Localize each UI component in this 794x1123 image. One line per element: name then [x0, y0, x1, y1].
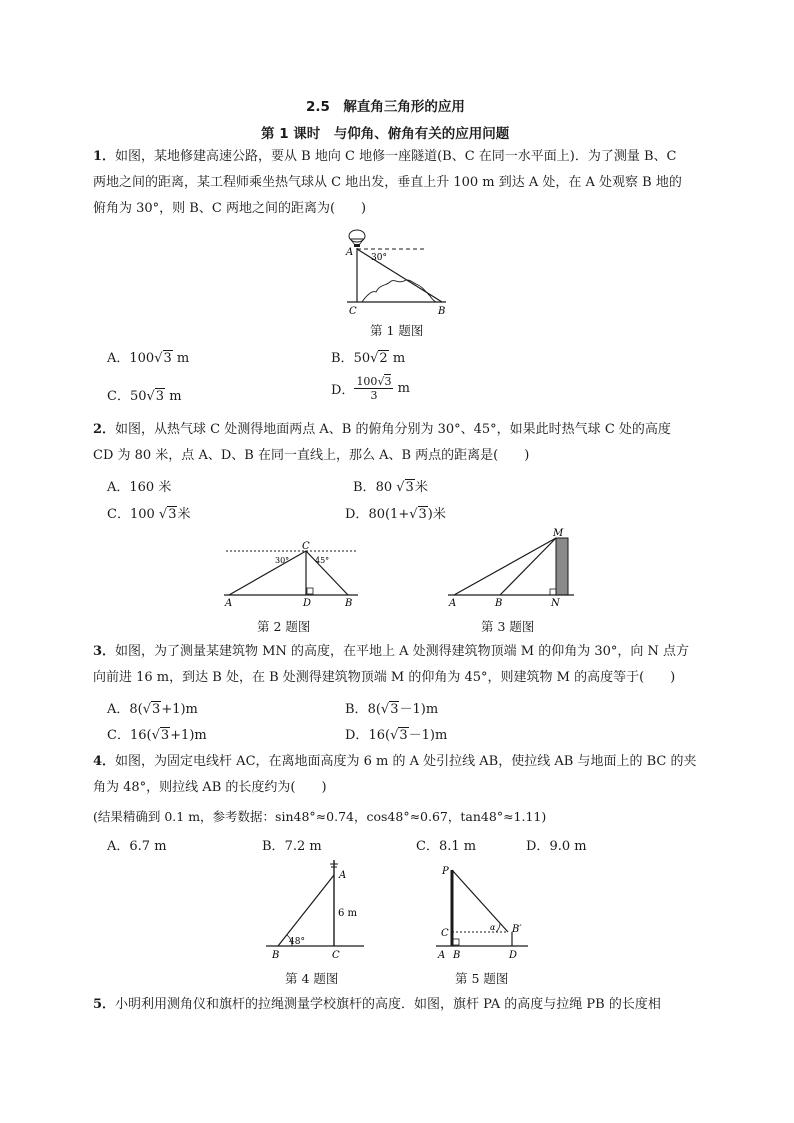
question-3-number: 3．	[93, 644, 116, 659]
rope-pb	[452, 870, 508, 932]
segment-ab	[357, 249, 442, 302]
question-3-line-1: 3．如图，为了测量某建筑物 MN 的高度，在平地上 A 处测得建筑物顶端 M 的仰角为 30°，向 N 点方	[93, 644, 690, 659]
figure-1-caption: 第 1 题图	[370, 323, 424, 338]
question-1-figure	[338, 226, 450, 318]
question-3-option-a[interactable]: A．8(√3+1)m	[107, 702, 198, 717]
question-1-line-1: 1．如图，某地修建高速公路，要从 B 地向 C 地修一座隧道(B、C 在同一水平面上)．为了测量 B、C	[93, 149, 677, 164]
question-2-number: 2．	[93, 422, 116, 437]
question-4-option-d[interactable]: D．9.0 m	[526, 839, 587, 854]
question-4-number: 4．	[93, 754, 116, 769]
question-2-option-d[interactable]: D．80(1+√3)米	[345, 507, 446, 522]
question-5-line-1: 5．小明利用测角仪和旗杆的拉绳测量学校旗杆的高度．如图，旗杆 PA 的高度与拉绳 PB 的长度相	[93, 997, 661, 1012]
question-3-option-c[interactable]: C．16(√3+1)m	[107, 728, 207, 743]
svg-text:α: α	[490, 923, 496, 932]
svg-text:A: A	[225, 598, 233, 609]
section-title: 2.5 解直角三角形的应用	[306, 99, 465, 115]
question-3-line-2: 向前进 16 m，到达 B 处，在 B 处测得建筑物顶端 M 的仰角为 45°，则建筑物 M 的高度等于( )	[93, 670, 676, 685]
question-5-figure	[432, 862, 530, 962]
svg-text:B: B	[345, 598, 353, 609]
svg-text:A: A	[449, 598, 457, 609]
svg-text:N: N	[551, 598, 560, 609]
figure-3-caption: 第 3 题图	[481, 619, 535, 634]
mountain-outline	[362, 280, 436, 302]
question-1-option-b[interactable]: B．50√2 m	[331, 351, 406, 366]
svg-text:B: B	[495, 598, 503, 609]
svg-text:6 m: 6 m	[338, 908, 358, 919]
svg-text:30°: 30°	[275, 556, 290, 565]
question-2-figure	[218, 540, 366, 610]
svg-text:B′: B′	[512, 924, 522, 935]
question-4-option-a[interactable]: A．6.7 m	[107, 839, 167, 854]
question-2-option-a[interactable]: A．160 米	[107, 480, 172, 495]
question-1-line-2: 两地之间的距离，某工程师乘坐热气球从 C 地出发，垂直上升 100 m 到达 A 处，在 A 处观察 B 地的	[93, 175, 682, 190]
question-4-figure	[262, 858, 368, 962]
svg-text:B: B	[453, 950, 461, 961]
figure-2-caption: 第 2 题图	[257, 619, 311, 634]
question-4-line-2: 角为 48°，则拉线 AB 的长度约为( )	[93, 780, 327, 795]
wire-ab	[278, 875, 334, 946]
svg-text:A: A	[339, 870, 347, 881]
label-b: B	[438, 306, 446, 317]
segment-ma	[454, 538, 556, 595]
question-4-option-b[interactable]: B．7.2 m	[262, 839, 322, 854]
segment-ca	[229, 551, 306, 595]
question-1-option-c[interactable]: C．50√3 m	[107, 389, 182, 404]
svg-text:B: B	[272, 950, 280, 961]
svg-text:C: C	[441, 928, 449, 939]
question-1-option-a[interactable]: A．100√3 m	[107, 351, 190, 366]
svg-text:A: A	[438, 950, 446, 961]
figure-5-caption: 第 5 题图	[455, 971, 509, 986]
question-4-line-1: 4．如图，为固定电线杆 AC，在离地面高度为 6 m 的 A 处引拉线 AB，使拉线 AB 与地面上的 BC 的夹	[93, 754, 697, 769]
question-3-figure	[442, 528, 576, 610]
svg-text:P: P	[442, 866, 449, 877]
segment-mb	[500, 538, 556, 595]
svg-text:C: C	[332, 950, 340, 961]
question-2-option-c[interactable]: C．100 √3米	[107, 507, 191, 522]
right-angle-mark	[307, 588, 313, 594]
label-a: A	[346, 247, 354, 258]
question-1-line-3: 俯角为 30°，则 B、C 两地之间的距离为( )	[93, 201, 367, 216]
question-4-option-c[interactable]: C．8.1 m	[416, 839, 477, 854]
question-1-option-d[interactable]: D． $\frac{100√3}{3}$ m	[331, 375, 410, 402]
angle-label: 30°	[371, 253, 387, 263]
question-2-line-2: CD 为 80 米，点 A、D、B 在同一直线上，那么 A、B 两点的距离是( )	[93, 448, 530, 463]
question-3-option-d[interactable]: D．16(√3－1)m	[345, 728, 448, 743]
svg-text:D: D	[509, 950, 518, 961]
question-4-note: (结果精确到 0.1 m，参考数据：sin48°≈0.74，cos48°≈0.67，tan48°≈1.11)	[93, 809, 547, 824]
svg-text:C: C	[302, 541, 310, 552]
figure-4-caption: 第 4 题图	[285, 971, 339, 986]
svg-text:45°: 45°	[315, 556, 330, 565]
question-2-option-b[interactable]: B．80 √3米	[353, 480, 428, 495]
question-2-line-1: 2．如图，从热气球 C 处测得地面两点 A、B 的俯角分别为 30°、45°，如果此时热气球 C 处的高度	[93, 422, 671, 437]
svg-text:D: D	[303, 598, 312, 609]
svg-text:M: M	[553, 528, 564, 539]
right-angle-mark	[550, 589, 556, 595]
lesson-title: 第 1 课时 与仰角、俯角有关的应用问题	[261, 126, 510, 142]
svg-text:48°: 48°	[289, 937, 305, 947]
label-c: C	[349, 306, 357, 317]
building	[556, 538, 568, 595]
question-5-number: 5．	[93, 997, 116, 1012]
right-angle-mark	[453, 939, 459, 945]
question-1-number: 1．	[93, 149, 116, 164]
question-3-option-b[interactable]: B．8(√3－1)m	[345, 702, 439, 717]
